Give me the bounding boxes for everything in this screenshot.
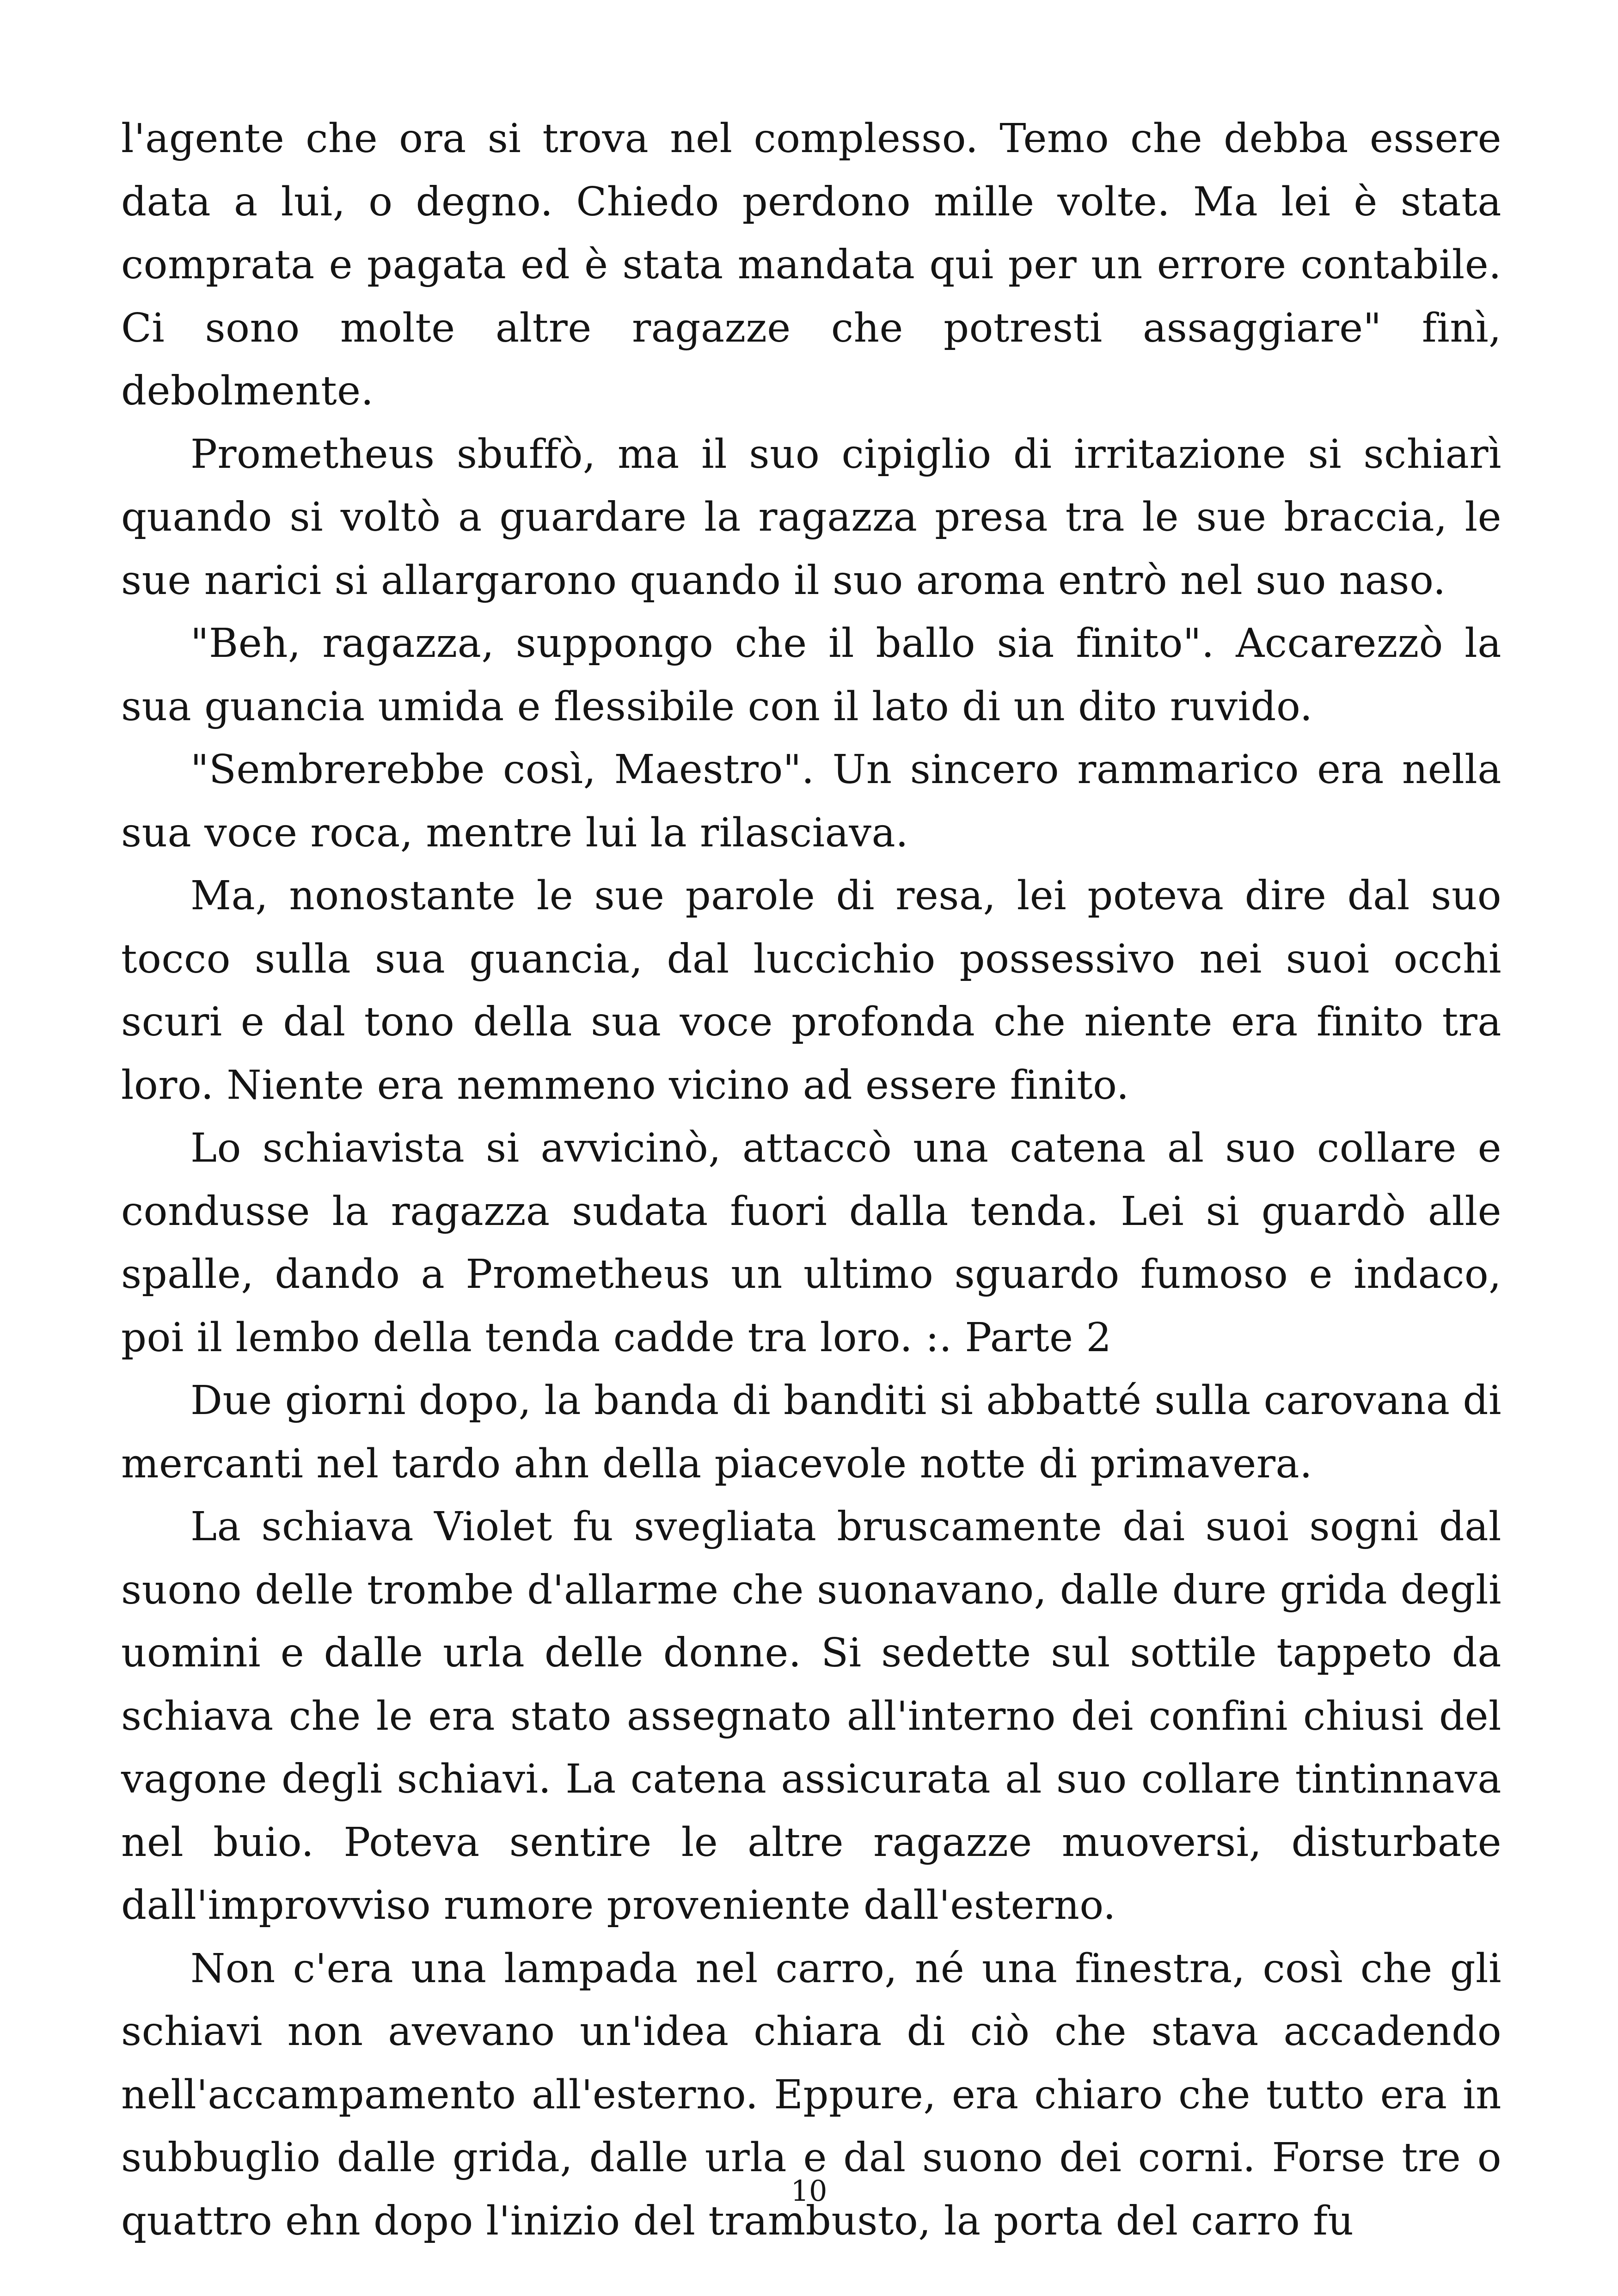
paragraph: Ma, nonostante le sue parole di resa, lei poteva dire dal suo tocco sulla sua guancia, dal luccichio possessivo nei suoi occhi scuri e dal tono della sua voce profonda che niente era finito tra loro. Niente era nemmeno vicino ad essere finito.	[121, 873, 1502, 1108]
paragraph: La schiava Violet fu svegliata bruscamente dai suoi sogni dal suono delle trombe d'allarme che suonavano, dalle dure grida degli uomini e dalle urla delle donne. Si sedette sul sottile tappeto da schiava che le era stato assegnato all'interno dei confini chiusi del vagone degli schiavi. La catena assicurata al suo collare tintinnava nel buio. Poteva sentire le altre ragazze muoversi, disturbate dall'improvviso rumore proveniente dall'esterno.	[121, 1504, 1502, 1929]
page-number: 10	[791, 2174, 827, 2208]
paragraph: "Beh, ragazza, suppongo che il ballo sia finito". Accarezzò la sua guancia umida e flessibile con il lato di un dito ruvido.	[121, 620, 1502, 730]
paragraph: Non c'era una lampada nel carro, né una finestra, così che gli schiavi non avevano un'idea chiara di ciò che stava accadendo nell'accampamento all'esterno. Eppure, era chiaro che tutto era in subbuglio dalle grida, dalle urla e dal suono dei corni. Forse tre o quattro ehn dopo l'inizio del trambusto, la porta del carro fu	[121, 1945, 1502, 2244]
paragraph: Due giorni dopo, la banda di banditi si abbatté sulla carovana di mercanti nel tardo ahn della piacevole notte di primavera.	[121, 1378, 1502, 1487]
paragraph: Lo schiavista si avvicinò, attaccò una catena al suo collare e condusse la ragazza sudata fuori dalla tenda. Lei si guardò alle spalle, dando a Prometheus un ultimo sguardo fumoso e indaco, poi il lembo della tenda cadde tra loro. :. Parte 2	[121, 1125, 1502, 1361]
body-text	[121, 107, 1502, 2253]
paragraph-continuation: l'agente che ora si trova nel complesso. Temo che debba essere data a lui, o degno. Chiedo perdono mille volte. Ma lei è stata comprata e pagata ed è stata mandata qui per un errore contabile. Ci sono molte altre ragazze che potresti assaggiare" finì, debolmente.	[121, 116, 1502, 414]
paragraph: "Sembrerebbe così, Maestro". Un sincero rammarico era nella sua voce roca, mentre lui la rilasciava.	[121, 747, 1502, 856]
paragraph: Prometheus sbuffò, ma il suo cipiglio di irritazione si schiarì quando si voltò a guardare la ragazza presa tra le sue braccia, le sue narici si allargarono quando il suo aroma entrò nel suo naso.	[121, 431, 1502, 604]
